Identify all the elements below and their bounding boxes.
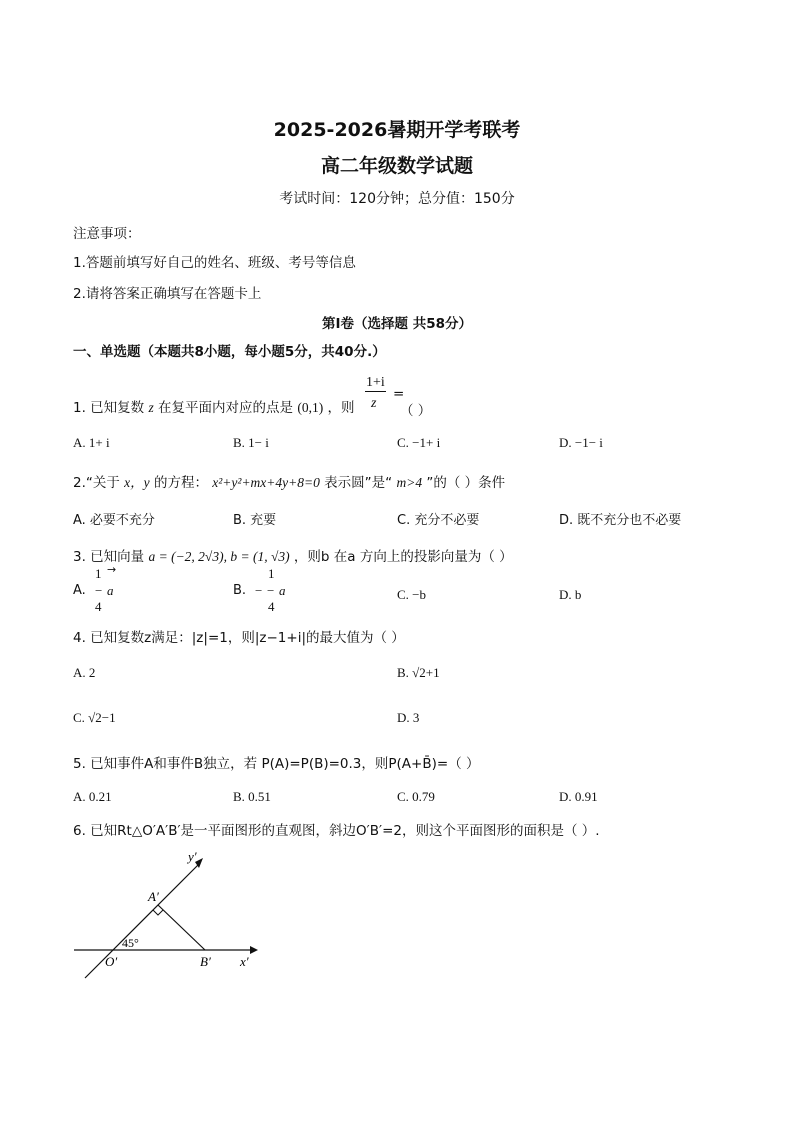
q3-option-d: D. b xyxy=(559,587,582,602)
q1-equals: = xyxy=(393,386,405,402)
q2-stem-d: ”的（ ）条件 xyxy=(426,475,506,491)
question-3 xyxy=(73,545,513,565)
q3-stem-b: ，则b 在a 方向上的投影向量为（ ） xyxy=(293,549,513,565)
right-angle-mark xyxy=(153,910,163,915)
q2-option-d: D. 既不充分也不必要 xyxy=(559,513,682,528)
q5-option-a: A. 0.21 xyxy=(73,789,112,804)
q3-option-b-var: a xyxy=(279,583,286,598)
q5-option-c: C. 0.79 xyxy=(397,789,435,804)
q1-fraction-den: z xyxy=(371,396,377,411)
q2-option-b: B. 充要 xyxy=(233,513,277,528)
q3-option-a-bar: − xyxy=(95,583,103,598)
q2-stem-a: 2.“关于 xyxy=(73,475,120,491)
q3-option-b-den: 4 xyxy=(268,599,275,614)
notice-heading: 注意事项： xyxy=(73,226,141,242)
q3-vectors: a = (−2, 2√3), b = (1, √3) xyxy=(148,549,290,564)
q3-option-a-var: a xyxy=(107,583,114,598)
label-o-prime: O′ xyxy=(105,954,118,969)
q3-option-b-num: 1 xyxy=(268,566,275,581)
q2-option-c: C. 充分不必要 xyxy=(397,513,480,528)
q3-option-a-den: 4 xyxy=(95,599,102,614)
q2-stem-c: 表示圆”是“ xyxy=(324,475,393,491)
q1-stem-c: ，则 xyxy=(327,400,355,416)
notice-item-2: 2.请将答案正确填写在答题卡上 xyxy=(73,286,262,302)
q1-point: (0,1) xyxy=(297,400,324,415)
q1-stem-a: 1. 已知复数 xyxy=(73,400,145,416)
q6-figure xyxy=(60,845,280,985)
exam-title: 2025-2026暑期开学考联考 xyxy=(273,119,521,141)
question-6: 6. 已知Rt△O′A′B′是一平面图形的直观图，斜边O′B′=2，则这个平面图形的面积是（ ）. xyxy=(73,823,600,839)
notice-item-1: 1.答题前填写好自己的姓名、班级、考号等信息 xyxy=(73,255,356,271)
q3-option-b-prefix: B. xyxy=(233,583,247,598)
q1-option-a: A. 1+ i xyxy=(73,435,110,450)
q3-option-a xyxy=(73,563,223,614)
q5-option-d: D. 0.91 xyxy=(559,789,598,804)
label-a-prime: A′ xyxy=(148,889,159,904)
q1-option-c: C. −1+ i xyxy=(397,435,441,450)
q4-option-d: D. 3 xyxy=(397,710,420,725)
segment-a-b xyxy=(158,905,205,950)
q1-fraction-num: 1+i xyxy=(366,375,385,390)
exam-info: 考试时间：120分钟；总分值：150分 xyxy=(279,191,515,207)
question-2 xyxy=(73,471,505,491)
q3-option-c: C. −b xyxy=(397,587,427,602)
q4-option-b: B. √2+1 xyxy=(397,665,440,680)
q3-stem-a: 3. 已知向量 xyxy=(73,549,145,565)
question-5: 5. 已知事件A和事件B独立，若 P(A)=P(B)=0.3，则P(A+B̄)=（ ） xyxy=(73,756,480,772)
question-1 xyxy=(73,396,355,416)
label-b-prime: B′ xyxy=(200,954,211,969)
q3-option-b xyxy=(233,566,383,614)
y-axis-line xyxy=(85,864,199,978)
q1-var: z xyxy=(148,400,154,415)
q2-equation: x²+y²+mx+4y+8=0 xyxy=(212,475,320,490)
q2-condition: m>4 xyxy=(396,475,423,490)
label-x-prime: x′ xyxy=(240,954,249,969)
x-axis-arrow-icon xyxy=(250,946,258,954)
q3-option-b-bar: − xyxy=(267,583,275,598)
vector-arrow-icon: → xyxy=(107,563,117,576)
q4-option-a: A. 2 xyxy=(73,665,96,680)
q1-option-b: B. 1− i xyxy=(233,435,269,450)
label-angle-45: 45° xyxy=(122,936,139,950)
section1-heading: 一、单选题（本题共8小题，每小题5分，共40分.） xyxy=(73,344,386,360)
q3-option-a-num: 1 xyxy=(95,566,102,581)
q2-stem-b: 的方程： xyxy=(153,475,208,491)
label-y-prime: y′ xyxy=(188,849,197,864)
part1-heading: 第I卷（选择题 共58分） xyxy=(321,316,472,332)
q1-stem-b: 在复平面内对应的点是 xyxy=(158,400,294,416)
q4-option-c: C. √2−1 xyxy=(73,710,116,725)
q2-option-a: A. 必要不充分 xyxy=(73,513,155,528)
question-4: 4. 已知复数z满足：|z|=1，则|z−1+i|的最大值为（ ） xyxy=(73,630,405,646)
q1-option-d: D. −1− i xyxy=(559,435,603,450)
q5-option-b: B. 0.51 xyxy=(233,789,271,804)
q2-vars: x，y xyxy=(124,475,150,490)
q3-option-a-prefix: A. xyxy=(73,583,86,598)
q3-option-b-minus: − xyxy=(255,583,263,598)
q1-paren: （ ） xyxy=(400,403,432,419)
exam-subtitle: 高二年级数学试题 xyxy=(320,155,473,177)
